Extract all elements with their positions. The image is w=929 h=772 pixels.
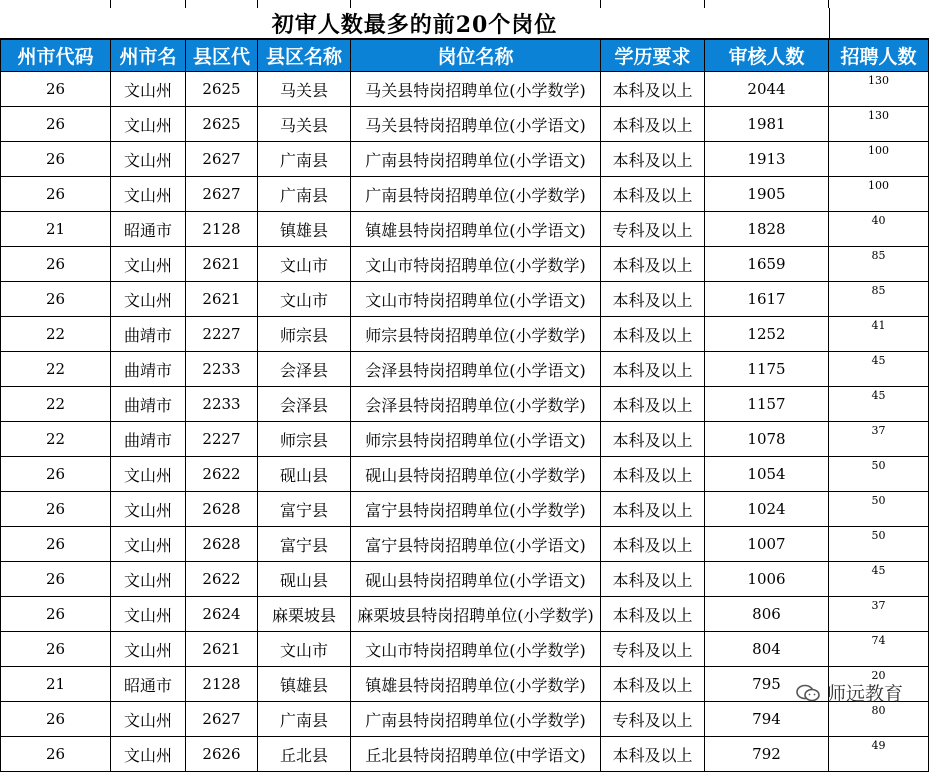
cell-county-code: 2621 [186,632,258,667]
cell-position-name: 文山市特岗招聘单位(小学语文) [351,282,601,317]
cell-position-name: 镇雄县特岗招聘单位(小学数学) [351,667,601,702]
cell-reviewed-count: 795 [705,667,829,702]
cell-position-name: 师宗县特岗招聘单位(小学数学) [351,317,601,352]
cell-state-code: 26 [1,177,111,212]
cell-county-code: 2626 [186,737,258,772]
header-state-code: 州市代码 [1,40,111,72]
header-position-name: 岗位名称 [351,40,601,72]
cell-reviewed-count: 1175 [705,352,829,387]
table-row [1,177,929,212]
cell-county-code: 2627 [186,702,258,737]
cell-hiring-count: 50 [829,527,929,562]
cell-reviewed-count: 1905 [705,177,829,212]
cell-reviewed-count: 1054 [705,457,829,492]
cell-state-name: 昭通市 [111,667,186,702]
cell-position-name: 马关县特岗招聘单位(小学语文) [351,107,601,142]
table-row [1,702,929,737]
cell-state-name: 文山州 [111,597,186,632]
cell-reviewed-count: 794 [705,702,829,737]
cell-county-name: 砚山县 [258,562,351,597]
cell-education: 本科及以上 [601,142,705,177]
cell-state-code: 21 [1,667,111,702]
cell-position-name: 镇雄县特岗招聘单位(小学语文) [351,212,601,247]
cell-county-code: 2622 [186,457,258,492]
cell-state-code: 26 [1,737,111,772]
table-row [1,247,929,282]
cell-education: 本科及以上 [601,527,705,562]
cell-state-code: 26 [1,142,111,177]
cell-county-name: 镇雄县 [258,667,351,702]
cell-state-name: 文山州 [111,457,186,492]
page-title: 初审人数最多的前20个岗位 [271,11,558,38]
cell-state-code: 26 [1,632,111,667]
cell-state-code: 26 [1,597,111,632]
cell-state-code: 26 [1,492,111,527]
header-hiring-count: 招聘人数 [829,40,929,72]
cell-education: 本科及以上 [601,352,705,387]
cell-position-name: 砚山县特岗招聘单位(小学语文) [351,562,601,597]
cell-hiring-count: 45 [829,562,929,597]
cell-state-name: 曲靖市 [111,387,186,422]
cell-education: 本科及以上 [601,737,705,772]
cell-county-name: 镇雄县 [258,212,351,247]
cell-county-code: 2128 [186,667,258,702]
cell-reviewed-count: 806 [705,597,829,632]
cell-county-code: 2628 [186,527,258,562]
cell-reviewed-count: 1913 [705,142,829,177]
cell-state-name: 文山州 [111,247,186,282]
cell-county-code: 2227 [186,317,258,352]
cell-reviewed-count: 804 [705,632,829,667]
table-row [1,737,929,772]
cell-position-name: 丘北县特岗招聘单位(中学语文) [351,737,601,772]
table-row [1,457,929,492]
cell-state-name: 文山州 [111,72,186,107]
cell-state-name: 文山州 [111,492,186,527]
header-state-name: 州市名 [111,40,186,72]
cell-county-name: 会泽县 [258,387,351,422]
table-row [1,72,929,107]
cell-county-name: 文山市 [258,247,351,282]
table-row [1,107,929,142]
cell-county-code: 2233 [186,387,258,422]
cell-education: 本科及以上 [601,247,705,282]
cell-state-name: 曲靖市 [111,317,186,352]
cell-reviewed-count: 1007 [705,527,829,562]
cell-county-name: 文山市 [258,282,351,317]
header-county-code: 县区代 [186,40,258,72]
cell-position-name: 砚山县特岗招聘单位(小学数学) [351,457,601,492]
cell-education: 本科及以上 [601,282,705,317]
cell-county-code: 2621 [186,282,258,317]
cell-county-name: 广南县 [258,142,351,177]
cell-hiring-count: 85 [829,247,929,282]
cell-education: 本科及以上 [601,562,705,597]
cell-state-name: 文山州 [111,282,186,317]
header-county-name: 县区名称 [258,40,351,72]
cell-county-name: 师宗县 [258,317,351,352]
cell-county-name: 砚山县 [258,457,351,492]
cell-position-name: 马关县特岗招聘单位(小学数学) [351,72,601,107]
table-row [1,282,929,317]
cell-county-name: 广南县 [258,702,351,737]
cell-state-name: 曲靖市 [111,352,186,387]
cell-education: 本科及以上 [601,317,705,352]
cell-state-code: 26 [1,562,111,597]
cell-county-name: 师宗县 [258,422,351,457]
table-row [1,667,929,702]
table-row [1,492,929,527]
cell-hiring-count: 45 [829,387,929,422]
cell-state-name: 文山州 [111,702,186,737]
cell-reviewed-count: 1981 [705,107,829,142]
cell-hiring-count: 85 [829,282,929,317]
table-row [1,632,929,667]
cell-county-name: 文山市 [258,632,351,667]
cell-county-name: 富宁县 [258,492,351,527]
cell-position-name: 会泽县特岗招聘单位(小学语文) [351,352,601,387]
cell-position-name: 广南县特岗招聘单位(小学语文) [351,142,601,177]
cell-state-code: 22 [1,387,111,422]
cell-education: 专科及以上 [601,632,705,667]
positions-table [0,39,929,772]
table-row [1,317,929,352]
cell-state-code: 21 [1,212,111,247]
cell-hiring-count: 100 [829,177,929,212]
table-body [1,72,929,772]
cell-county-code: 2622 [186,562,258,597]
cell-hiring-count: 100 [829,142,929,177]
cell-education: 本科及以上 [601,597,705,632]
table-row [1,527,929,562]
cell-hiring-count: 130 [829,107,929,142]
cell-reviewed-count: 1078 [705,422,829,457]
table-row [1,142,929,177]
cell-county-code: 2624 [186,597,258,632]
cell-education: 本科及以上 [601,492,705,527]
title-cell [0,8,829,39]
cell-position-name: 师宗县特岗招聘单位(小学语文) [351,422,601,457]
header-education: 学历要求 [601,40,705,72]
cell-position-name: 广南县特岗招聘单位(小学数学) [351,702,601,737]
cell-hiring-count: 50 [829,492,929,527]
cell-education: 专科及以上 [601,702,705,737]
cell-state-code: 26 [1,72,111,107]
cell-hiring-count: 20 [829,667,929,702]
cell-education: 本科及以上 [601,667,705,702]
cell-education: 专科及以上 [601,212,705,247]
cell-reviewed-count: 1828 [705,212,829,247]
header-row [1,40,929,72]
cell-state-name: 曲靖市 [111,422,186,457]
cell-county-code: 2227 [186,422,258,457]
cell-state-code: 26 [1,457,111,492]
cell-hiring-count: 45 [829,352,929,387]
cell-position-name: 文山市特岗招聘单位(小学数学) [351,247,601,282]
cell-state-name: 文山州 [111,562,186,597]
cell-state-code: 22 [1,422,111,457]
table-row [1,597,929,632]
cell-state-name: 昭通市 [111,212,186,247]
table-row [1,212,929,247]
cell-reviewed-count: 1024 [705,492,829,527]
cell-reviewed-count: 1252 [705,317,829,352]
cell-state-name: 文山州 [111,737,186,772]
cell-hiring-count: 37 [829,597,929,632]
cell-county-code: 2627 [186,142,258,177]
cell-education: 本科及以上 [601,107,705,142]
table-row [1,562,929,597]
cell-county-code: 2233 [186,352,258,387]
cell-position-name: 文山市特岗招聘单位(小学数学) [351,632,601,667]
cell-county-code: 2625 [186,72,258,107]
cell-position-name: 会泽县特岗招聘单位(小学数学) [351,387,601,422]
cell-state-code: 26 [1,527,111,562]
cell-county-name: 会泽县 [258,352,351,387]
cell-position-name: 麻栗坡县特岗招聘单位(小学数学) [351,597,601,632]
cell-education: 本科及以上 [601,387,705,422]
cell-reviewed-count: 1157 [705,387,829,422]
cell-position-name: 富宁县特岗招聘单位(小学语文) [351,527,601,562]
cell-position-name: 富宁县特岗招聘单位(小学数学) [351,492,601,527]
cell-county-name: 马关县 [258,72,351,107]
cell-county-name: 广南县 [258,177,351,212]
cell-state-code: 26 [1,247,111,282]
cell-state-code: 22 [1,317,111,352]
watermark [795,679,903,706]
title-side-cell [829,8,929,39]
cell-state-code: 26 [1,282,111,317]
cell-county-name: 马关县 [258,107,351,142]
cell-education: 本科及以上 [601,72,705,107]
wechat-icon [795,683,821,703]
cell-hiring-count: 40 [829,212,929,247]
cell-county-code: 2625 [186,107,258,142]
cell-county-code: 2628 [186,492,258,527]
cell-position-name: 广南县特岗招聘单位(小学数学) [351,177,601,212]
cell-reviewed-count: 1617 [705,282,829,317]
cell-hiring-count: 41 [829,317,929,352]
cell-county-name: 富宁县 [258,527,351,562]
table-row [1,352,929,387]
cell-reviewed-count: 1659 [705,247,829,282]
cell-county-name: 麻栗坡县 [258,597,351,632]
cell-state-code: 26 [1,702,111,737]
cell-reviewed-count: 2044 [705,72,829,107]
cell-hiring-count: 49 [829,737,929,772]
cell-state-name: 文山州 [111,107,186,142]
cell-hiring-count: 74 [829,632,929,667]
cell-reviewed-count: 792 [705,737,829,772]
table-row [1,422,929,457]
cell-education: 本科及以上 [601,457,705,492]
cell-hiring-count: 130 [829,72,929,107]
cell-county-code: 2621 [186,247,258,282]
table-row [1,387,929,422]
header-reviewed-count: 审核人数 [705,40,829,72]
cell-reviewed-count: 1006 [705,562,829,597]
watermark-text: 师远教育 [826,683,903,705]
cell-state-name: 文山州 [111,632,186,667]
cell-state-code: 22 [1,352,111,387]
cell-hiring-count: 80 [829,702,929,737]
cell-state-name: 文山州 [111,177,186,212]
cell-education: 本科及以上 [601,422,705,457]
cell-hiring-count: 50 [829,457,929,492]
cell-state-name: 文山州 [111,527,186,562]
cell-county-name: 丘北县 [258,737,351,772]
cell-state-name: 文山州 [111,142,186,177]
cell-education: 本科及以上 [601,177,705,212]
cell-state-code: 26 [1,107,111,142]
cell-hiring-count: 37 [829,422,929,457]
cell-county-code: 2627 [186,177,258,212]
cell-county-code: 2128 [186,212,258,247]
